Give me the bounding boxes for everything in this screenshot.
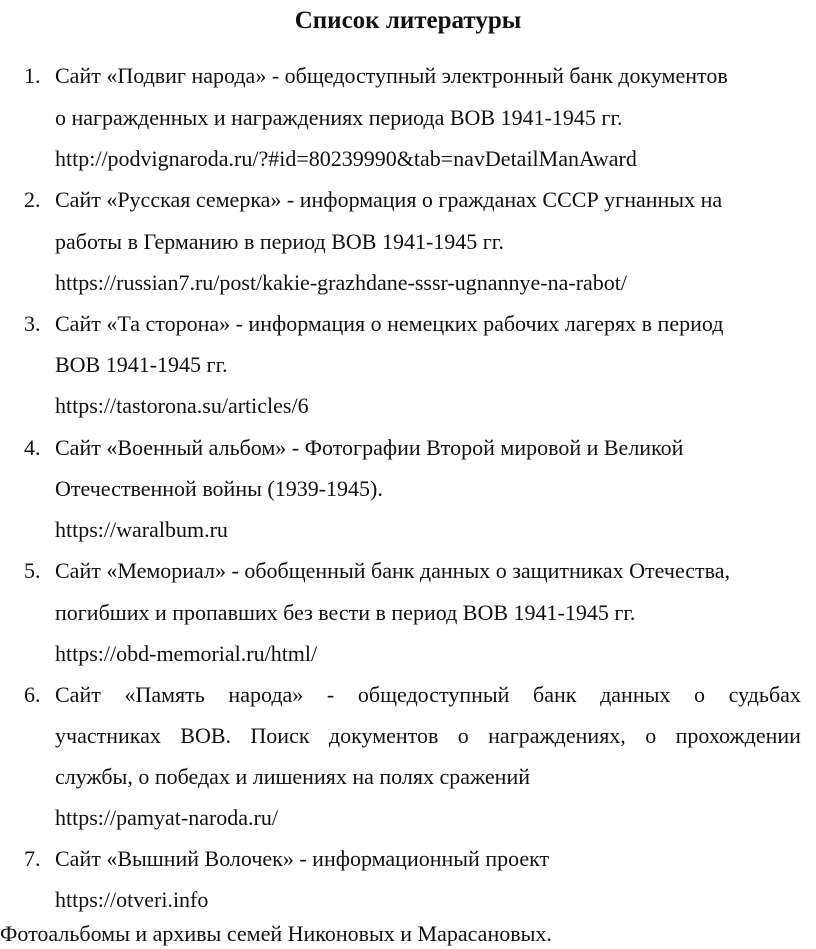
list-item-5-line-2: погибших и пропавших без вести в период ВОВ 1941-1945 гг. bbox=[55, 600, 636, 625]
list-item-3-number: 3. bbox=[24, 311, 41, 336]
list-item-6-link[interactable]: https://pamyat-naroda.ru/ bbox=[55, 805, 278, 830]
list-item-1-number: 1. bbox=[24, 63, 41, 88]
word: о bbox=[694, 682, 706, 707]
word: участниках bbox=[55, 723, 161, 748]
word: ВОВ. bbox=[180, 723, 232, 748]
list-item-1-link[interactable]: http://podvignaroda.ru/?#id=80239990&tab=navDetailManAward bbox=[55, 146, 637, 171]
word: Поиск bbox=[250, 723, 310, 748]
list-item-1-line-1: Сайт «Подвиг народа» - общедоступный электронный банк документов bbox=[55, 63, 728, 88]
word: прохождении bbox=[675, 723, 801, 748]
word: данных bbox=[600, 682, 671, 707]
word: о bbox=[645, 723, 657, 748]
list-item-4-link[interactable]: https://waralbum.ru bbox=[55, 517, 228, 542]
list-item-1-line-2: о награжденных и награждениях периода ВОВ 1941-1945 гг. bbox=[55, 105, 623, 130]
list-item-2-number: 2. bbox=[24, 187, 41, 212]
page-title: Список литературы bbox=[294, 7, 522, 34]
list-item-2-link[interactable]: https://russian7.ru/post/kakie-grazhdane-sssr-ugnannye-na-rabot/ bbox=[55, 270, 628, 295]
list-item-2-line-2: работы в Германию в период ВОВ 1941-1945 гг. bbox=[55, 229, 504, 254]
list-item-4-number: 4. bbox=[24, 435, 41, 460]
list-item-4-line-2: Отечественной войны (1939-1945). bbox=[55, 476, 383, 501]
list-item-5-line-1: Сайт «Мемориал» - обобщенный банк данных о защитниках Отечества, bbox=[55, 558, 731, 583]
list-item-2-line-1: Сайт «Русская семерка» - информация о гражданах СССР угнанных на bbox=[55, 187, 723, 212]
footer-note: Фотоальбомы и архивы семей Никоновых и Марасановых. bbox=[0, 921, 552, 946]
word: судьбах bbox=[728, 682, 801, 707]
list-item-3-line-1: Сайт «Та сторона» - информация о немецких рабочих лагерях в период bbox=[55, 311, 724, 336]
list-item-5-link[interactable]: https://obd-memorial.ru/html/ bbox=[55, 641, 318, 666]
word: - bbox=[326, 682, 335, 707]
word: «Память bbox=[124, 682, 205, 707]
list-item-6-line-1 bbox=[55, 682, 801, 708]
list-item-7-link[interactable]: https://otveri.info bbox=[55, 887, 209, 912]
word: о bbox=[457, 723, 469, 748]
list-item-6-line-2 bbox=[55, 723, 801, 749]
word: банк bbox=[533, 682, 577, 707]
list-item-6-line-3: службы, о победах и лишениях на полях сражений bbox=[55, 764, 530, 789]
list-item-3-link[interactable]: https://tastorona.su/articles/6 bbox=[55, 393, 309, 418]
word: награждениях, bbox=[488, 723, 626, 748]
list-item-3-line-2: ВОВ 1941-1945 гг. bbox=[55, 352, 228, 377]
list-item-6-number: 6. bbox=[24, 682, 41, 707]
word: общедоступный bbox=[357, 682, 510, 707]
list-item-7-number: 7. bbox=[24, 846, 41, 871]
list-item-7-line-1: Сайт «Вышний Волочек» - информационный проект bbox=[55, 846, 550, 871]
word: документов bbox=[328, 723, 439, 748]
list-item-4-line-1: Сайт «Военный альбом» - Фотографии Второй мировой и Великой bbox=[55, 435, 684, 460]
word: народа» bbox=[228, 682, 304, 707]
list-item-5-number: 5. bbox=[24, 558, 41, 583]
word: Сайт bbox=[55, 682, 101, 707]
